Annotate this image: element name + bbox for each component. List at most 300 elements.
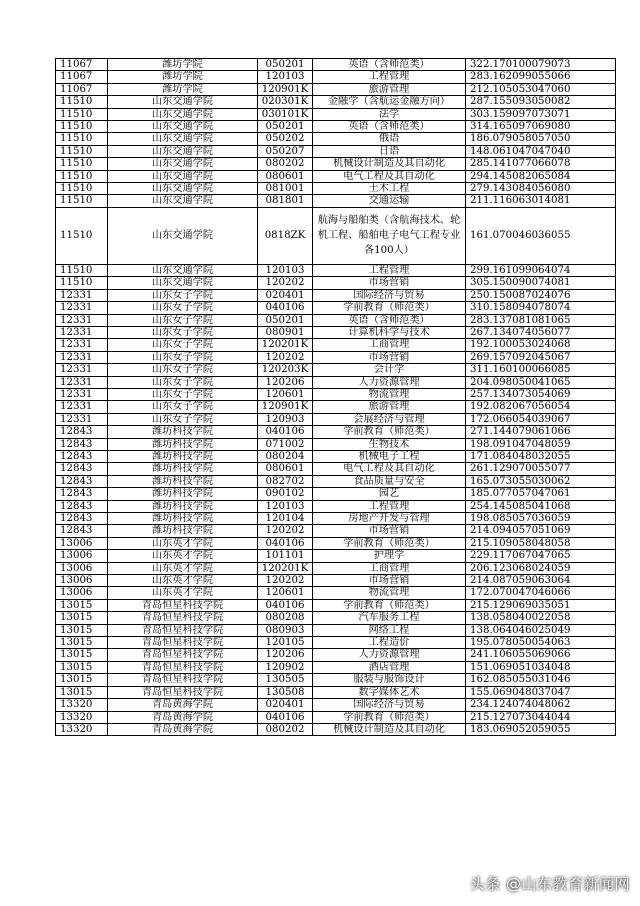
major-name-cell: 国际经济与贸易	[313, 289, 466, 301]
major-name-cell: 旅游管理	[313, 401, 466, 413]
school-name-cell: 山东英才学院	[108, 537, 258, 549]
school-name-cell: 山东交通学院	[108, 121, 258, 133]
table-row	[56, 388, 616, 400]
major-name-cell: 服装与服饰设计	[313, 674, 466, 686]
school-code-cell: 12843	[56, 450, 108, 462]
school-name-cell: 潍坊科技学院	[108, 513, 258, 525]
major-name-cell: 房地产开发与管理	[313, 513, 466, 525]
score-cell: 314.165097069080	[466, 121, 616, 133]
major-code-cell: 120203K	[258, 364, 313, 376]
major-code-cell: 040106	[258, 711, 313, 723]
school-name-cell: 青岛黄海学院	[108, 723, 258, 735]
major-code-cell: 040106	[258, 426, 313, 438]
table-row	[56, 699, 616, 711]
score-cell: 234.124074048062	[466, 699, 616, 711]
admission-score-table	[55, 58, 616, 736]
school-code-cell: 13015	[56, 599, 108, 611]
major-code-cell: 020401	[258, 699, 313, 711]
score-cell: 198.091047048059	[466, 438, 616, 450]
score-cell: 214.087059063064	[466, 575, 616, 587]
major-name-cell: 市场营销	[313, 277, 466, 289]
score-cell: 172.070047046066	[466, 587, 616, 599]
table-row	[56, 488, 616, 500]
table-row	[56, 326, 616, 338]
score-cell: 183.069052059055	[466, 723, 616, 735]
score-cell: 267.134074056077	[466, 326, 616, 338]
score-cell: 192.082067056054	[466, 401, 616, 413]
school-name-cell: 山东交通学院	[108, 158, 258, 170]
school-code-cell: 13320	[56, 699, 108, 711]
major-name-cell: 电气工程及其自动化	[313, 170, 466, 182]
school-name-cell: 山东女子学院	[108, 388, 258, 400]
admission-table-container	[55, 58, 615, 736]
score-cell: 195.078050054063	[466, 637, 616, 649]
school-name-cell: 山东交通学院	[108, 170, 258, 182]
major-name-cell: 学前教育（师范类）	[313, 426, 466, 438]
major-code-cell: 120206	[258, 649, 313, 661]
major-code-cell: 080202	[258, 158, 313, 170]
table-row	[56, 587, 616, 599]
major-name-cell: 工程造价	[313, 637, 466, 649]
school-name-cell: 山东英才学院	[108, 575, 258, 587]
school-name-cell: 青岛恒星科技学院	[108, 624, 258, 636]
major-name-cell: 会计学	[313, 364, 466, 376]
major-name-cell: 英语（含师范类）	[313, 314, 466, 326]
score-cell: 138.064046025049	[466, 624, 616, 636]
table-row	[56, 599, 616, 611]
school-name-cell: 青岛恒星科技学院	[108, 674, 258, 686]
school-name-cell: 山东交通学院	[108, 108, 258, 120]
major-name-cell: 电气工程及其自动化	[313, 463, 466, 475]
school-code-cell: 12843	[56, 463, 108, 475]
table-row	[56, 426, 616, 438]
school-code-cell: 13006	[56, 550, 108, 562]
school-code-cell: 11510	[56, 170, 108, 182]
school-code-cell: 11510	[56, 277, 108, 289]
major-name-cell: 俄语	[313, 133, 466, 145]
table-row	[56, 195, 616, 207]
score-cell: 161.070046036055	[466, 207, 616, 264]
major-name-cell: 护理学	[313, 550, 466, 562]
table-row	[56, 71, 616, 83]
school-name-cell: 山东女子学院	[108, 314, 258, 326]
major-code-cell: 120903	[258, 413, 313, 425]
school-name-cell: 青岛恒星科技学院	[108, 686, 258, 698]
major-code-cell: 050201	[258, 314, 313, 326]
major-code-cell: 030101K	[258, 108, 313, 120]
school-code-cell: 11510	[56, 133, 108, 145]
major-name-cell: 英语（含师范类）	[313, 121, 466, 133]
score-cell: 215.129069035051	[466, 599, 616, 611]
score-cell: 186.079058057050	[466, 133, 616, 145]
major-code-cell: 120201K	[258, 562, 313, 574]
school-name-cell: 山东交通学院	[108, 145, 258, 157]
school-name-cell: 山东交通学院	[108, 96, 258, 108]
table-row	[56, 612, 616, 624]
major-name-cell: 日语	[313, 145, 466, 157]
school-code-cell: 12843	[56, 438, 108, 450]
major-name-cell: 旅游管理	[313, 83, 466, 95]
school-name-cell: 山东女子学院	[108, 302, 258, 314]
major-code-cell: 120202	[258, 277, 313, 289]
major-code-cell: 050202	[258, 133, 313, 145]
table-row	[56, 661, 616, 673]
table-row	[56, 450, 616, 462]
table-row	[56, 277, 616, 289]
major-code-cell: 040106	[258, 302, 313, 314]
major-name-cell: 数字媒体艺术	[313, 686, 466, 698]
score-cell: 215.127073044044	[466, 711, 616, 723]
major-code-cell: 120202	[258, 525, 313, 537]
major-name-cell: 国际经济与贸易	[313, 699, 466, 711]
score-cell: 214.094057051069	[466, 525, 616, 537]
table-row	[56, 575, 616, 587]
table-row	[56, 339, 616, 351]
major-name-cell: 会展经济与管理	[313, 413, 466, 425]
major-code-cell: 120202	[258, 575, 313, 587]
major-name-cell: 酒店管理	[313, 661, 466, 673]
major-code-cell: 120103	[258, 264, 313, 276]
major-code-cell: 120103	[258, 500, 313, 512]
major-code-cell: 040106	[258, 537, 313, 549]
school-code-cell: 12331	[56, 302, 108, 314]
school-name-cell: 青岛恒星科技学院	[108, 649, 258, 661]
school-name-cell: 山东交通学院	[108, 183, 258, 195]
table-row	[56, 83, 616, 95]
major-code-cell: 120201K	[258, 339, 313, 351]
score-cell: 185.077057047061	[466, 488, 616, 500]
school-name-cell: 青岛恒星科技学院	[108, 661, 258, 673]
table-row	[56, 170, 616, 182]
major-name-cell: 工程管理	[313, 264, 466, 276]
table-row	[56, 711, 616, 723]
table-row	[56, 413, 616, 425]
table-row	[56, 158, 616, 170]
major-code-cell: 020401	[258, 289, 313, 301]
school-code-cell: 12843	[56, 475, 108, 487]
school-code-cell: 13006	[56, 537, 108, 549]
school-name-cell: 山东女子学院	[108, 351, 258, 363]
school-code-cell: 11510	[56, 207, 108, 264]
table-row	[56, 674, 616, 686]
major-code-cell: 050201	[258, 121, 313, 133]
major-name-cell: 工商管理	[313, 562, 466, 574]
school-code-cell: 13320	[56, 723, 108, 735]
table-row	[56, 207, 616, 264]
major-name-cell: 法学	[313, 108, 466, 120]
major-name-cell: 学前教育（师范类）	[313, 711, 466, 723]
school-code-cell: 12843	[56, 488, 108, 500]
score-cell: 198.085057036059	[466, 513, 616, 525]
major-name-cell: 市场营销	[313, 525, 466, 537]
school-name-cell: 山东交通学院	[108, 133, 258, 145]
school-name-cell: 山东英才学院	[108, 562, 258, 574]
major-code-cell: 120902	[258, 661, 313, 673]
major-code-cell: 0818ZK	[258, 207, 313, 264]
major-name-cell: 机械设计制造及其自动化	[313, 158, 466, 170]
major-code-cell: 080903	[258, 624, 313, 636]
school-name-cell: 山东英才学院	[108, 587, 258, 599]
score-cell: 283.162099055066	[466, 71, 616, 83]
score-cell: 310.158094078074	[466, 302, 616, 314]
school-name-cell: 青岛恒星科技学院	[108, 637, 258, 649]
table-row	[56, 108, 616, 120]
score-cell: 212.105053047060	[466, 83, 616, 95]
major-code-cell: 080204	[258, 450, 313, 462]
major-code-cell: 130505	[258, 674, 313, 686]
table-row	[56, 723, 616, 735]
score-cell: 241.106055069066	[466, 649, 616, 661]
major-name-cell: 学前教育（师范类）	[313, 302, 466, 314]
major-name-cell: 机械设计制造及其自动化	[313, 723, 466, 735]
school-code-cell: 12331	[56, 314, 108, 326]
major-name-cell: 工商管理	[313, 339, 466, 351]
major-code-cell: 081801	[258, 195, 313, 207]
table-row	[56, 513, 616, 525]
table-row	[56, 145, 616, 157]
school-name-cell: 山东女子学院	[108, 289, 258, 301]
table-row	[56, 463, 616, 475]
table-body	[56, 59, 616, 736]
school-code-cell: 11510	[56, 183, 108, 195]
major-code-cell: 080202	[258, 723, 313, 735]
major-code-cell: 120103	[258, 71, 313, 83]
score-cell: 229.117067047065	[466, 550, 616, 562]
score-cell: 303.159097073071	[466, 108, 616, 120]
school-code-cell: 12331	[56, 351, 108, 363]
school-code-cell: 12331	[56, 376, 108, 388]
school-code-cell: 13015	[56, 686, 108, 698]
major-code-cell: 080601	[258, 463, 313, 475]
major-name-cell: 工程管理	[313, 500, 466, 512]
score-cell: 165.073055030062	[466, 475, 616, 487]
major-name-cell: 物流管理	[313, 587, 466, 599]
major-code-cell: 090102	[258, 488, 313, 500]
school-code-cell: 11510	[56, 96, 108, 108]
major-name-cell: 园艺	[313, 488, 466, 500]
school-code-cell: 11510	[56, 195, 108, 207]
school-name-cell: 青岛黄海学院	[108, 699, 258, 711]
score-cell: 285.141077066078	[466, 158, 616, 170]
school-name-cell: 山东女子学院	[108, 339, 258, 351]
major-code-cell: 120202	[258, 351, 313, 363]
score-cell: 148.061047047040	[466, 145, 616, 157]
table-row	[56, 314, 616, 326]
source-watermark: 头条 @山东教育新闻网	[469, 875, 630, 893]
score-cell: 171.084048032055	[466, 450, 616, 462]
school-name-cell: 潍坊科技学院	[108, 450, 258, 462]
school-code-cell: 12331	[56, 326, 108, 338]
major-name-cell: 人力资源管理	[313, 376, 466, 388]
score-cell: 257.134073054069	[466, 388, 616, 400]
school-name-cell: 潍坊学院	[108, 59, 258, 71]
school-name-cell: 潍坊科技学院	[108, 488, 258, 500]
school-name-cell: 山东女子学院	[108, 401, 258, 413]
school-code-cell: 13320	[56, 711, 108, 723]
table-row	[56, 649, 616, 661]
major-name-cell: 金融学（含航运金融方向）	[313, 96, 466, 108]
major-code-cell: 082702	[258, 475, 313, 487]
score-cell: 299.161099064074	[466, 264, 616, 276]
major-code-cell: 101101	[258, 550, 313, 562]
school-name-cell: 青岛恒星科技学院	[108, 612, 258, 624]
major-code-cell: 120601	[258, 587, 313, 599]
table-row	[56, 302, 616, 314]
school-code-cell: 13006	[56, 575, 108, 587]
school-code-cell: 11067	[56, 59, 108, 71]
major-name-cell: 食品质量与安全	[313, 475, 466, 487]
school-name-cell: 山东交通学院	[108, 195, 258, 207]
score-cell: 155.069048037047	[466, 686, 616, 698]
score-cell: 162.085055031046	[466, 674, 616, 686]
major-name-cell: 土木工程	[313, 183, 466, 195]
table-row	[56, 438, 616, 450]
major-code-cell: 081001	[258, 183, 313, 195]
school-code-cell: 12331	[56, 364, 108, 376]
major-code-cell: 071002	[258, 438, 313, 450]
major-name-cell: 物流管理	[313, 388, 466, 400]
score-cell: 254.145085041068	[466, 500, 616, 512]
table-row	[56, 289, 616, 301]
table-row	[56, 525, 616, 537]
school-name-cell: 潍坊学院	[108, 83, 258, 95]
school-name-cell: 潍坊学院	[108, 71, 258, 83]
school-code-cell: 13006	[56, 562, 108, 574]
major-name-cell: 计算机科学与技术	[313, 326, 466, 338]
table-row	[56, 550, 616, 562]
school-name-cell: 潍坊科技学院	[108, 438, 258, 450]
score-cell: 311.160100066085	[466, 364, 616, 376]
school-name-cell: 青岛黄海学院	[108, 711, 258, 723]
school-code-cell: 12331	[56, 388, 108, 400]
score-cell: 279.143084056080	[466, 183, 616, 195]
major-code-cell: 050201	[258, 59, 313, 71]
score-cell: 322.170100079073	[466, 59, 616, 71]
school-name-cell: 山东女子学院	[108, 376, 258, 388]
major-name-cell: 人力资源管理	[313, 649, 466, 661]
school-code-cell: 13015	[56, 637, 108, 649]
score-cell: 287.155093050082	[466, 96, 616, 108]
major-name-cell: 网络工程	[313, 624, 466, 636]
score-cell: 204.098050041065	[466, 376, 616, 388]
school-code-cell: 12843	[56, 525, 108, 537]
table-row	[56, 500, 616, 512]
score-cell: 261.129070055077	[466, 463, 616, 475]
major-name-cell: 市场营销	[313, 351, 466, 363]
school-code-cell: 13006	[56, 587, 108, 599]
table-row	[56, 401, 616, 413]
school-name-cell: 潍坊科技学院	[108, 525, 258, 537]
table-row	[56, 686, 616, 698]
school-name-cell: 山东交通学院	[108, 277, 258, 289]
score-cell: 271.144079061066	[466, 426, 616, 438]
score-cell: 250.150087024076	[466, 289, 616, 301]
score-cell: 211.116063014081	[466, 195, 616, 207]
score-cell: 215.109058048058	[466, 537, 616, 549]
school-name-cell: 山东女子学院	[108, 326, 258, 338]
major-name-cell: 航海与船舶类（含航海技术、轮机工程、船舶电子电气工程专业各100人）	[313, 207, 466, 264]
school-code-cell: 12331	[56, 413, 108, 425]
score-cell: 269.157092045067	[466, 351, 616, 363]
school-name-cell: 青岛恒星科技学院	[108, 599, 258, 611]
major-code-cell: 080901	[258, 326, 313, 338]
table-row	[56, 376, 616, 388]
school-code-cell: 12331	[56, 401, 108, 413]
table-row	[56, 121, 616, 133]
major-name-cell: 英语（含师范类）	[313, 59, 466, 71]
major-code-cell: 120105	[258, 637, 313, 649]
school-code-cell: 13015	[56, 612, 108, 624]
major-code-cell: 120206	[258, 376, 313, 388]
table-row	[56, 624, 616, 636]
school-name-cell: 山东交通学院	[108, 207, 258, 264]
table-row	[56, 264, 616, 276]
school-code-cell: 13015	[56, 624, 108, 636]
school-code-cell: 12331	[56, 339, 108, 351]
table-row	[56, 96, 616, 108]
school-name-cell: 山东女子学院	[108, 413, 258, 425]
score-cell: 151.069051034048	[466, 661, 616, 673]
school-code-cell: 11510	[56, 121, 108, 133]
major-code-cell: 120601	[258, 388, 313, 400]
school-code-cell: 13015	[56, 674, 108, 686]
school-code-cell: 11510	[56, 264, 108, 276]
major-code-cell: 130508	[258, 686, 313, 698]
school-code-cell: 13015	[56, 661, 108, 673]
table-row	[56, 183, 616, 195]
score-cell: 283.137081081065	[466, 314, 616, 326]
table-row	[56, 364, 616, 376]
school-name-cell: 潍坊科技学院	[108, 475, 258, 487]
major-code-cell: 050207	[258, 145, 313, 157]
school-code-cell: 12843	[56, 426, 108, 438]
major-code-cell: 040106	[258, 599, 313, 611]
school-code-cell: 12843	[56, 513, 108, 525]
school-name-cell: 山东女子学院	[108, 364, 258, 376]
school-code-cell: 11067	[56, 83, 108, 95]
major-code-cell: 120901K	[258, 401, 313, 413]
score-cell: 305.150090074081	[466, 277, 616, 289]
score-cell: 294.145082065084	[466, 170, 616, 182]
school-code-cell: 13015	[56, 649, 108, 661]
school-name-cell: 潍坊科技学院	[108, 426, 258, 438]
major-name-cell: 交通运输	[313, 195, 466, 207]
school-code-cell: 11067	[56, 71, 108, 83]
major-name-cell: 机械电子工程	[313, 450, 466, 462]
major-code-cell: 120104	[258, 513, 313, 525]
school-code-cell: 11510	[56, 158, 108, 170]
school-name-cell: 潍坊科技学院	[108, 463, 258, 475]
table-row	[56, 133, 616, 145]
major-name-cell: 汽车服务工程	[313, 612, 466, 624]
score-cell: 172.066054039067	[466, 413, 616, 425]
major-code-cell: 020301K	[258, 96, 313, 108]
major-code-cell: 120901K	[258, 83, 313, 95]
table-row	[56, 637, 616, 649]
major-name-cell: 学前教育（师范类）	[313, 537, 466, 549]
table-row	[56, 537, 616, 549]
table-row	[56, 59, 616, 71]
major-code-cell: 080208	[258, 612, 313, 624]
school-code-cell: 12843	[56, 500, 108, 512]
school-name-cell: 山东英才学院	[108, 550, 258, 562]
school-name-cell: 山东交通学院	[108, 264, 258, 276]
school-code-cell: 11510	[56, 145, 108, 157]
major-name-cell: 市场营销	[313, 575, 466, 587]
score-cell: 206.123068024059	[466, 562, 616, 574]
score-cell: 138.058040022058	[466, 612, 616, 624]
table-row	[56, 562, 616, 574]
